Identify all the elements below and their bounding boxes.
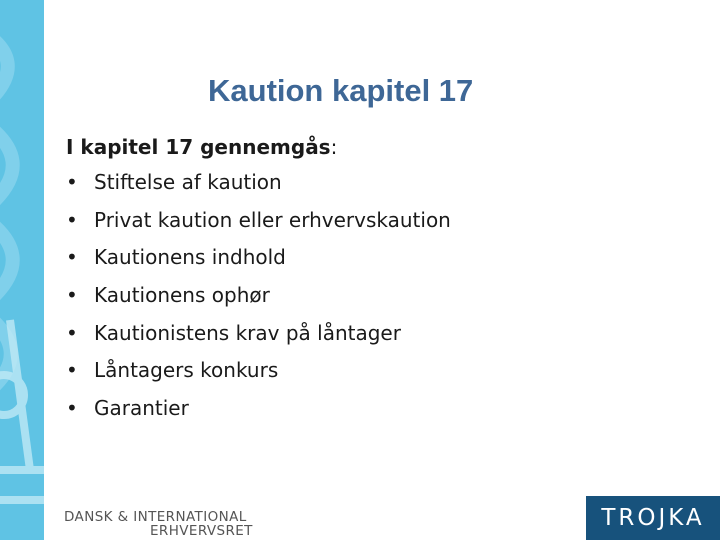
list-item <box>66 315 451 353</box>
bullet-icon: • <box>66 358 78 383</box>
bullet-icon: • <box>66 207 78 232</box>
list-item-text: Stiftelse af kaution <box>94 170 282 194</box>
book-title-footer <box>64 510 253 538</box>
list-item <box>66 277 451 315</box>
bullet-icon: • <box>66 283 78 308</box>
list-item-text: Kautionens ophør <box>94 283 270 308</box>
bullet-icon: • <box>66 396 78 421</box>
intro-colon: : <box>330 135 338 159</box>
list-item-text: Garantier <box>94 396 189 421</box>
list-item <box>66 352 451 390</box>
topic-list <box>66 164 451 428</box>
bullet-icon: • <box>66 320 78 345</box>
list-item-text: Kautionens indhold <box>94 245 286 270</box>
intro-heading: I kapitel 17 gennemgås <box>66 135 331 159</box>
list-item-text: Kautionistens krav på låntager <box>94 320 401 345</box>
list-item-text: Låntagers konkurs <box>94 358 279 383</box>
list-item <box>66 390 451 428</box>
decorative-side-band <box>0 0 44 540</box>
slide-content <box>66 130 451 428</box>
publisher-logo: TROJKA <box>586 496 720 540</box>
footer-line-1: DANSK & INTERNATIONAL <box>64 509 247 525</box>
intro-line <box>66 130 451 164</box>
list-item <box>66 202 451 240</box>
list-item <box>66 239 451 277</box>
list-item <box>66 164 451 202</box>
bullet-icon: • <box>66 170 78 194</box>
footer-line-2: ERHVERVSRET <box>150 523 253 539</box>
book-pattern-graphic <box>0 0 44 540</box>
slide-title: Kaution kapitel 17 <box>208 73 474 108</box>
list-item-text: Privat kaution eller erhvervskaution <box>94 207 451 232</box>
bullet-icon: • <box>66 245 78 270</box>
